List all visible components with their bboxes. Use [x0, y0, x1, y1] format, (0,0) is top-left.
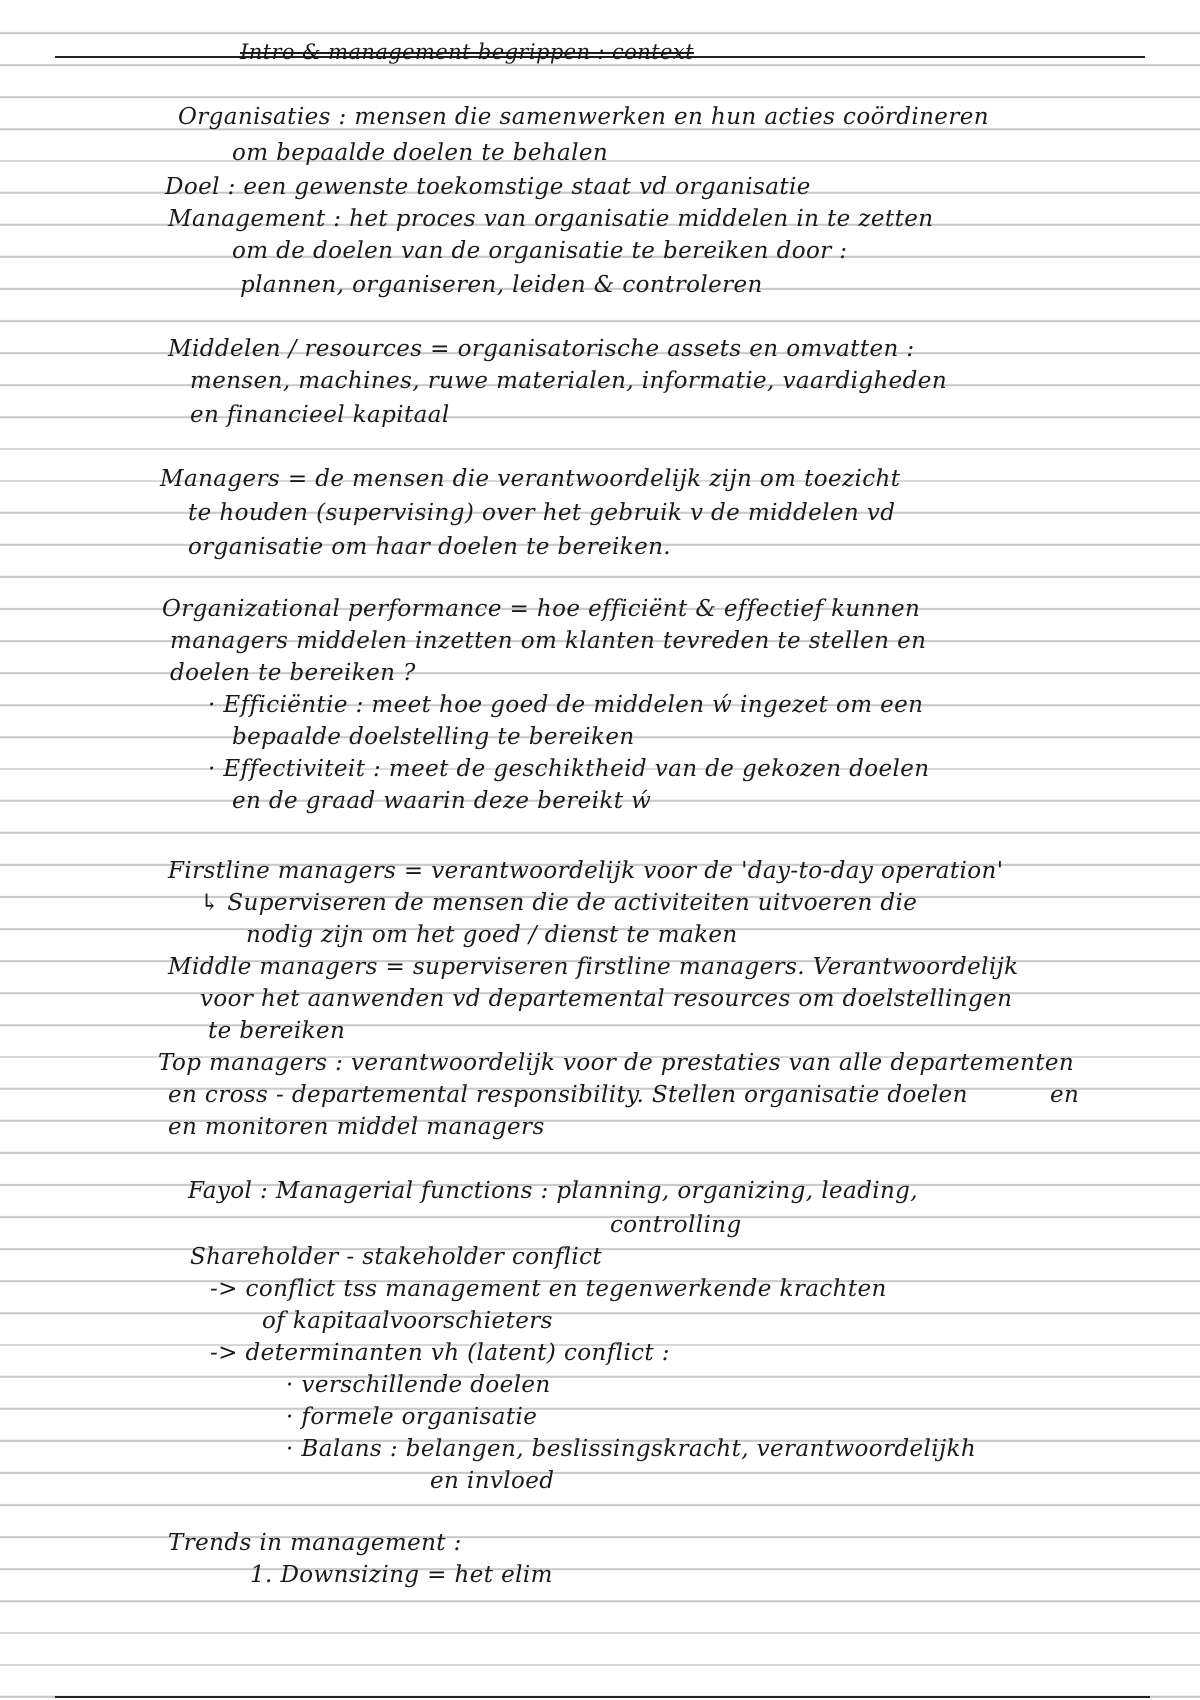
note-line: Managers = de mensen die verantwoordelijk zijn om toezicht: [160, 466, 901, 492]
note-line: plannen, organiseren, leiden & controleren: [240, 272, 763, 298]
note-line: · formele organisatie: [286, 1404, 538, 1430]
bottom-margin-rule: [55, 1696, 1150, 1698]
note-line: bepaalde doelstelling te bereiken: [232, 724, 635, 750]
note-line: Shareholder - stakeholder conflict: [190, 1244, 603, 1270]
note-line: · verschillende doelen: [286, 1372, 551, 1398]
note-line: Organisaties : mensen die samenwerken en hun acties coördineren: [178, 104, 989, 130]
note-line: om de doelen van de organisatie te bereiken door :: [232, 238, 848, 264]
note-line: en monitoren middel managers: [168, 1114, 545, 1140]
note-line: of kapitaalvoorschieters: [262, 1308, 553, 1334]
note-line: en de graad waarin deze bereikt ẃ: [232, 788, 652, 814]
note-line: om bepaalde doelen te behalen: [232, 140, 609, 166]
note-line: nodig zijn om het goed / dienst te maken: [246, 922, 738, 948]
note-line: Organizational performance = hoe efficiënt & effectief kunnen: [162, 596, 921, 622]
note-line: doelen te bereiken ?: [170, 660, 416, 686]
note-line: voor het aanwenden vd departemental resources om doelstellingen: [200, 986, 1013, 1012]
note-line: Firstline managers = verantwoordelijk voor de 'day-to-day operation': [168, 858, 1004, 884]
note-line: te bereiken: [208, 1018, 346, 1044]
note-line: Middle managers = superviseren firstline managers. Verantwoordelijk: [168, 954, 1019, 980]
note-line: mensen, machines, ruwe materialen, informatie, vaardigheden: [190, 368, 948, 394]
note-line: · Balans : belangen, beslissingskracht, verantwoordelijkh: [286, 1436, 977, 1462]
note-line: Middelen / resources = organisatorische assets en omvatten :: [168, 336, 915, 362]
note-line: managers middelen inzetten om klanten tevreden te stellen en: [170, 628, 927, 654]
note-line: Fayol : Managerial functions : planning, organizing, leading,: [188, 1178, 918, 1204]
note-line: Doel : een gewenste toekomstige staat vd organisatie: [165, 174, 811, 200]
note-line: en cross - departemental responsibility. Stellen organisatie doelen: [168, 1082, 968, 1108]
note-line: en invloed: [430, 1468, 555, 1494]
note-line: ↳ Superviseren de mensen die de activiteiten uitvoeren die: [200, 890, 918, 916]
note-line: Management : het proces van organisatie middelen in te zetten: [168, 206, 934, 232]
note-line: · Effectiviteit : meet de geschiktheid van de gekozen doelen: [208, 756, 930, 782]
note-line: -> conflict tss management en tegenwerkende krachten: [210, 1276, 887, 1302]
page-title: Intro & management begrippen : context: [240, 40, 694, 64]
note-line: · Efficiëntie : meet hoe goed de middelen ẃ ingezet om een: [208, 692, 924, 718]
note-line: -> determinanten vh (latent) conflict :: [210, 1340, 670, 1366]
note-line: organisatie om haar doelen te bereiken.: [188, 534, 672, 560]
note-line: Top managers : verantwoordelijk voor de prestaties van alle departementen: [158, 1050, 1075, 1076]
note-line: 1. Downsizing = het elim: [250, 1562, 553, 1588]
note-line: te houden (supervising) over het gebruik v de middelen vd: [188, 500, 896, 526]
note-line: Trends in management :: [168, 1530, 462, 1556]
note-line: en: [1050, 1082, 1080, 1108]
note-line: en financieel kapitaal: [190, 402, 450, 428]
note-line: controlling: [610, 1212, 742, 1238]
